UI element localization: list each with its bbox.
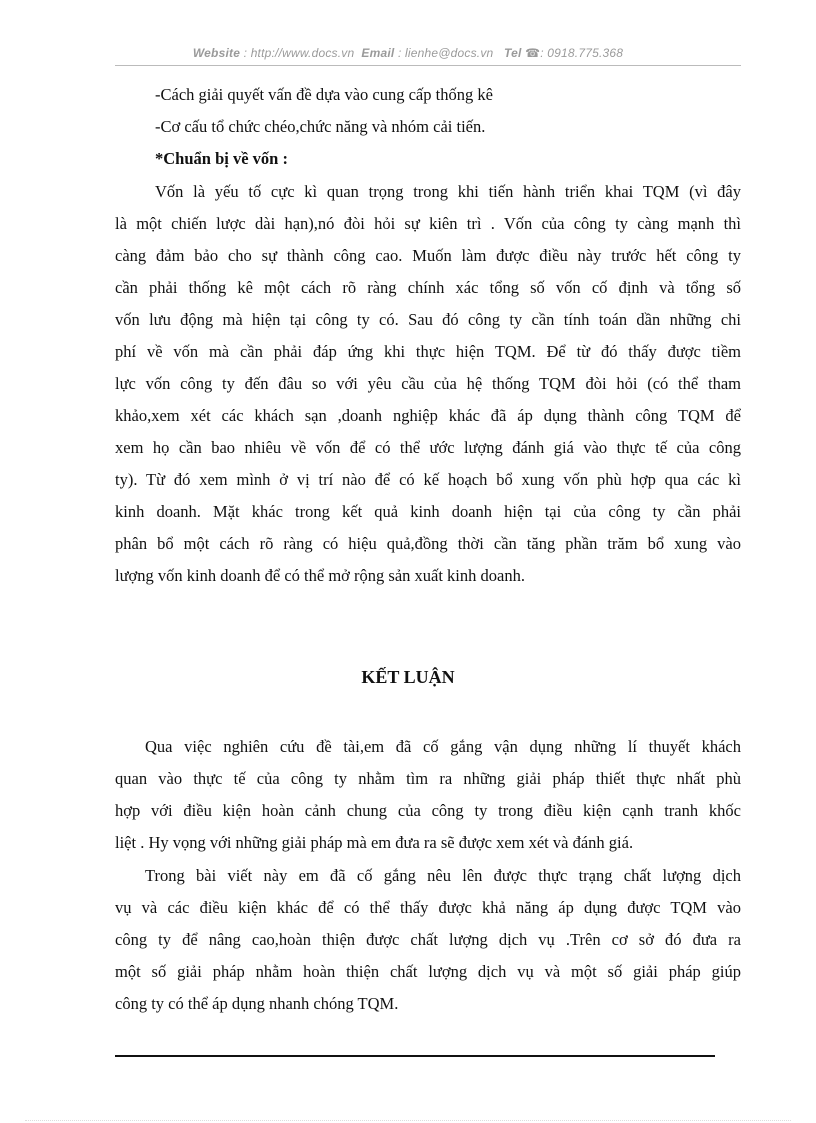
email-address[interactable]: lienhe@docs.vn <box>405 46 494 60</box>
body-line-12: xem họ cần bao nhiêu về vốn để có thể ước lượng đánh giá vào thực tế của công <box>115 438 741 457</box>
website-url[interactable]: http://www.docs.vn <box>250 46 355 60</box>
conclusion-title: KẾT LUẬN <box>361 667 455 687</box>
conclusion-line-7: công ty để nâng cao,hoàn thiện được chất lượng dịch vụ .Trên cơ sở đó đưa ra <box>115 930 741 949</box>
page-header <box>0 46 816 60</box>
phone-icon: ☎ <box>525 46 541 60</box>
tel-label: Tel <box>504 46 522 60</box>
conclusion-line-4: liệt . Hy vọng với những giải pháp mà em đưa ra sẽ được xem xét và đánh giá. <box>115 833 634 852</box>
body-line-1: -Cách giải quyết vấn đề dựa vào cung cấp thống kê <box>155 85 493 104</box>
email-sep: : <box>394 46 406 60</box>
conclusion-line-5: Trong bài viết này em đã cố gắng nêu lên được thực trạng chất lượng dịch <box>145 866 741 885</box>
website-sep: : <box>240 46 251 60</box>
conclusion-line-2: quan vào thực tế của công ty nhằm tìm ra những giải pháp thiết thực nhất phù <box>115 769 741 788</box>
page-bottom-border <box>25 1120 791 1121</box>
body-line-11: khảo,xem xét các khách sạn ,doanh nghiệp khác đã áp dụng thành công TQM để <box>115 406 741 425</box>
body-line-14: kinh doanh. Mặt khác trong kết quả kinh doanh hiện tại của công ty cần phải <box>115 502 741 521</box>
body-line-5: là một chiến lược dài hạn),nó đòi hỏi sự kiên trì . Vốn của công ty càng mạnh thì <box>115 214 741 233</box>
website-label: Website <box>192 46 241 60</box>
body-line-10: lực vốn công ty đến đâu so với yêu cầu của hệ thống TQM đòi hỏi (có thể tham <box>115 374 741 393</box>
footer-divider <box>115 1055 715 1057</box>
email-label: Email <box>361 46 395 60</box>
body-line-15: phân bổ một cách rõ ràng có hiệu quả,đồng thời cần tăng phần trăm bổ xung vào <box>115 534 741 553</box>
body-line-8: vốn lưu động mà hiện tại công ty có. Sau đó công ty cần tính toán dần những chi <box>115 310 741 329</box>
body-line-4: Vốn là yếu tố cực kì quan trọng trong khi tiến hành triển khai TQM (vì đây <box>155 182 741 201</box>
conclusion-line-8: một số giải pháp nhằm hoàn thiện chất lượng dịch vụ và một số giải pháp giúp <box>115 962 741 981</box>
body-line-7: cần phải thống kê một cách rõ ràng chính xác tổng số vốn cố định và tổng số <box>115 278 741 297</box>
conclusion-line-6: vụ và các điều kiện khác để có thể thấy được khả năng áp dụng được TQM vào <box>115 898 741 917</box>
body-line-9: phí về vốn mà cần phải đáp ứng khi thực hiện TQM. Để từ đó thấy được tiềm <box>115 342 741 361</box>
conclusion-line-9: công ty có thể áp dụng nhanh chóng TQM. <box>115 994 399 1013</box>
body-line-6: càng đảm bảo cho sự thành công cao. Muốn làm được điều này trước hết công ty <box>115 246 741 265</box>
header-divider <box>115 65 741 66</box>
tel-number: : 0918.775.368 <box>540 46 624 60</box>
body-line-13: ty). Từ đó xem mình ở vị trí nào để có kế hoạch bổ xung vốn phù hợp qua các kì <box>115 470 741 489</box>
body-line-16: lượng vốn kinh doanh để có thể mở rộng sản xuất kinh doanh. <box>115 566 525 585</box>
conclusion-line-3: hợp với điều kiện hoàn cảnh chung của công ty trong điều kiện cạnh tranh khốc <box>115 801 741 820</box>
section-heading-capital: *Chuẩn bị về vốn : <box>155 149 288 168</box>
body-line-2: -Cơ cấu tổ chức chéo,chức năng và nhóm cải tiến. <box>155 117 486 136</box>
conclusion-line-1: Qua việc nghiên cứu đề tài,em đã cố gắng vận dụng những lí thuyết khách <box>145 737 741 756</box>
